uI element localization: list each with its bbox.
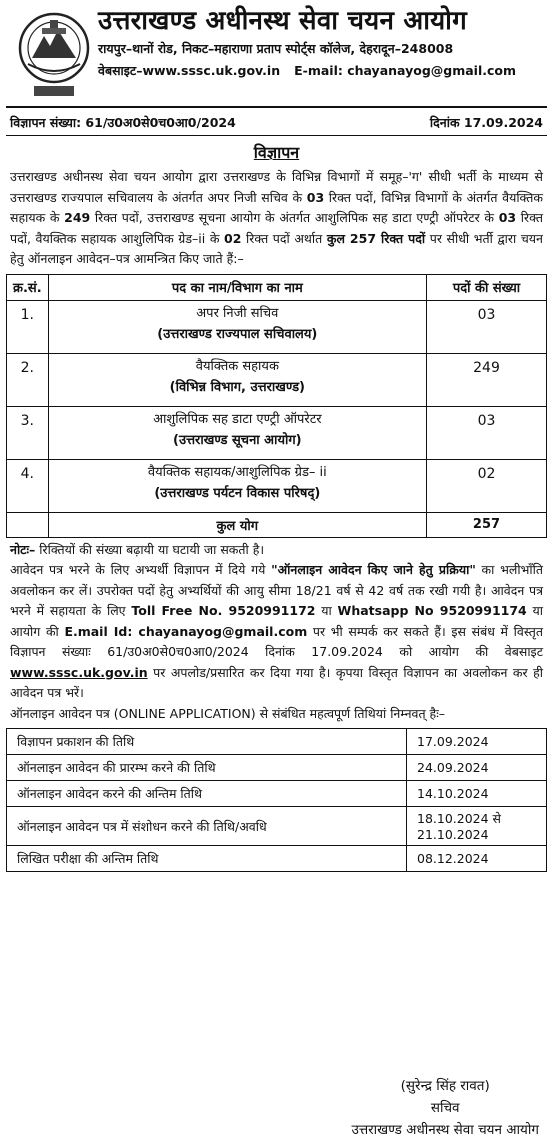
post-count: 02 xyxy=(427,459,547,512)
post-cell xyxy=(48,353,426,406)
header-serial: क्र.सं. xyxy=(7,274,49,300)
table-row xyxy=(7,781,547,807)
department-name: (उत्तराखण्ड पर्यटन विकास परिषद्) xyxy=(154,485,321,501)
organization-name: उत्तराखण्ड अधीनस्थ सेवा चयन आयोग xyxy=(98,6,467,36)
serial-number: 4. xyxy=(7,459,49,512)
website-url: www.sssc.uk.gov.in xyxy=(10,664,148,680)
signatory-organization: उत्तराखण्ड अधीनस्थ सेवा चयन आयोग xyxy=(351,1122,539,1138)
notice-title: विज्ञापन xyxy=(253,143,300,162)
date-value: 18.10.2024 से 21.10.2024 xyxy=(407,807,547,846)
date-label: ऑनलाइन आवेदन की प्रारम्भ करने की तिथि xyxy=(7,755,407,781)
table-row xyxy=(7,459,547,512)
serial-number: 3. xyxy=(7,406,49,459)
email-link[interactable]: E-mail: chayanayog@gmail.com xyxy=(294,63,517,78)
intro-paragraph: उत्तराखण्ड अधीनस्थ सेवा चयन आयोग द्वारा उत्तराखण्ड के विभिन्न विभागों में समूह–'ग' सीधी भर्ती के माध्यम से उत्तराखण्ड राज्यपाल सचिवालय के अंतर्गत अपर निजी सचिव के 03 रिक्त पदों, विभिन्न विभागों के अंतर्गत वैयक्तिक सहायक के 249 रिक्त पदों, उत्तराखण्ड सूचना आयोग के अंतर्गत आशुलिपिक सह डाटा एण्ट्री ऑपरेटर के 03 रिक्त पदों, वैयक्तिक सहायक आशुलिपिक ग्रेड–ii के 02 रिक्त पदों अर्थात कुल 257 रिक्त पदों पर सीधी भर्ती द्वारा चयन हेतु ऑनलाइन आवेदन–पत्र आमन्त्रित किए जाते हैं:– xyxy=(10,169,543,266)
table-row xyxy=(7,846,547,872)
department-name: (विभिन्न विभाग, उत्तराखण्ड) xyxy=(169,379,305,395)
table-row xyxy=(7,300,547,353)
total-row xyxy=(7,512,547,537)
header-post-count: पदों की संख्या xyxy=(427,274,547,300)
post-count: 249 xyxy=(427,353,547,406)
date-label: लिखित परीक्षा की अन्तिम तिथि xyxy=(7,846,407,872)
table-header-row xyxy=(7,274,547,300)
table-row xyxy=(7,807,547,846)
letterhead xyxy=(6,0,547,108)
advertisement-date: दिनांक 17.09.2024 xyxy=(429,115,543,130)
header-post-name: पद का नाम/विभाग का नाम xyxy=(48,274,426,300)
department-name: (उत्तराखण्ड सूचना आयोग) xyxy=(173,432,302,448)
email-id: E.mail Id: chayanayog@gmail.com xyxy=(64,623,308,639)
dates-intro: ऑनलाइन आवेदन पत्र (ONLINE APPLICATION) से संबंधित महत्वपूर्ण तिथियां निम्नवत् हैः– xyxy=(10,705,445,721)
total-label: कुल योग xyxy=(48,512,426,537)
date-value: 24.09.2024 xyxy=(407,755,547,781)
signature-block xyxy=(351,1075,539,1141)
contact-line xyxy=(98,60,547,82)
advertisement-number: विज्ञापन संख्या: 61/उ0अ0से0च0आ0/2024 xyxy=(10,115,236,130)
serial-number: 2. xyxy=(7,353,49,406)
serial-number: 1. xyxy=(7,300,49,353)
date-label: विज्ञापन प्रकाशन की तिथि xyxy=(7,729,407,755)
post-count: 03 xyxy=(427,300,547,353)
total-value: 257 xyxy=(427,512,547,537)
notes-section xyxy=(6,538,547,725)
uttarakhand-emblem-icon xyxy=(14,6,94,102)
application-instructions: आवेदन पत्र भरने के लिए अभ्यर्थी विज्ञापन में दिये गये "ऑनलाइन आवेदन किए जाने हेतु प्रक्रिया" का भलीभाँति अवलोकन कर लें। उपरोक्त पदों हेतु अभ्यर्थियों की आयु सीमा 18/21 वर्ष से 42 वर्ष तक रखी गयी है। आवेदन पत्र भरने में सहायता के लिए Toll Free No. 9520991172 या Whatsapp No 9520991174 या आयोग की E.mail Id: chayanayog@gmail.com पर भी सम्पर्क कर सकते हैं। इस संबंध में विस्तृत विज्ञापन संख्याः 61/उ0अ0से0च0आ0/2024 दिनांक 17.09.2024 को आयोग की वेबसाइट www.sssc.uk.gov.in पर अपलोड/प्रसारित कर दिया गया है। कृपया विस्तृत विज्ञापन का अवलोकन कर ही आवेदन पत्र भरें। xyxy=(10,562,544,700)
advertisement-meta xyxy=(6,108,547,136)
post-count: 03 xyxy=(427,406,547,459)
total-spacer xyxy=(7,512,49,537)
department-name: (उत्तराखण्ड राज्यपाल सचिवालय) xyxy=(157,326,318,342)
post-name: वैयक्तिक सहायक xyxy=(195,358,279,374)
date-label: ऑनलाइन आवेदन करने की अन्तिम तिथि xyxy=(7,781,407,807)
date-value: 17.09.2024 xyxy=(407,729,547,755)
post-name: वैयक्तिक सहायक/आशुलिपिक ग्रेड– ii xyxy=(147,464,327,480)
note-line: नोटः– रिक्तियों की संख्या बढ़ायी या घटायी जा सकती है। xyxy=(10,541,265,557)
table-row xyxy=(7,406,547,459)
website-link[interactable]: वेबसाइट–www.sssc.uk.gov.in xyxy=(98,63,281,78)
important-dates-table xyxy=(6,728,547,872)
date-label: ऑनलाइन आवेदन पत्र में संशोधन करने की तिथि/अवधि xyxy=(7,807,407,846)
post-cell xyxy=(48,459,426,512)
signatory-name: (सुरेन्द्र सिंह रावत) xyxy=(400,1078,490,1094)
date-value: 14.10.2024 xyxy=(407,781,547,807)
post-name: आशुलिपिक सह डाटा एण्ट्री ऑपरेटर xyxy=(153,411,322,427)
posts-table xyxy=(6,274,547,538)
date-value: 08.12.2024 xyxy=(407,846,547,872)
table-row xyxy=(7,755,547,781)
post-cell xyxy=(48,300,426,353)
post-cell xyxy=(48,406,426,459)
post-name: अपर निजी सचिव xyxy=(196,305,279,321)
signatory-designation: सचिव xyxy=(430,1100,460,1116)
table-row xyxy=(7,353,547,406)
table-row xyxy=(7,729,547,755)
organization-address: रायपुर–थानों रोड, निकट–महाराणा प्रताप स्पोर्ट्स कॉलेज, देहरादून–248008 xyxy=(98,41,454,56)
